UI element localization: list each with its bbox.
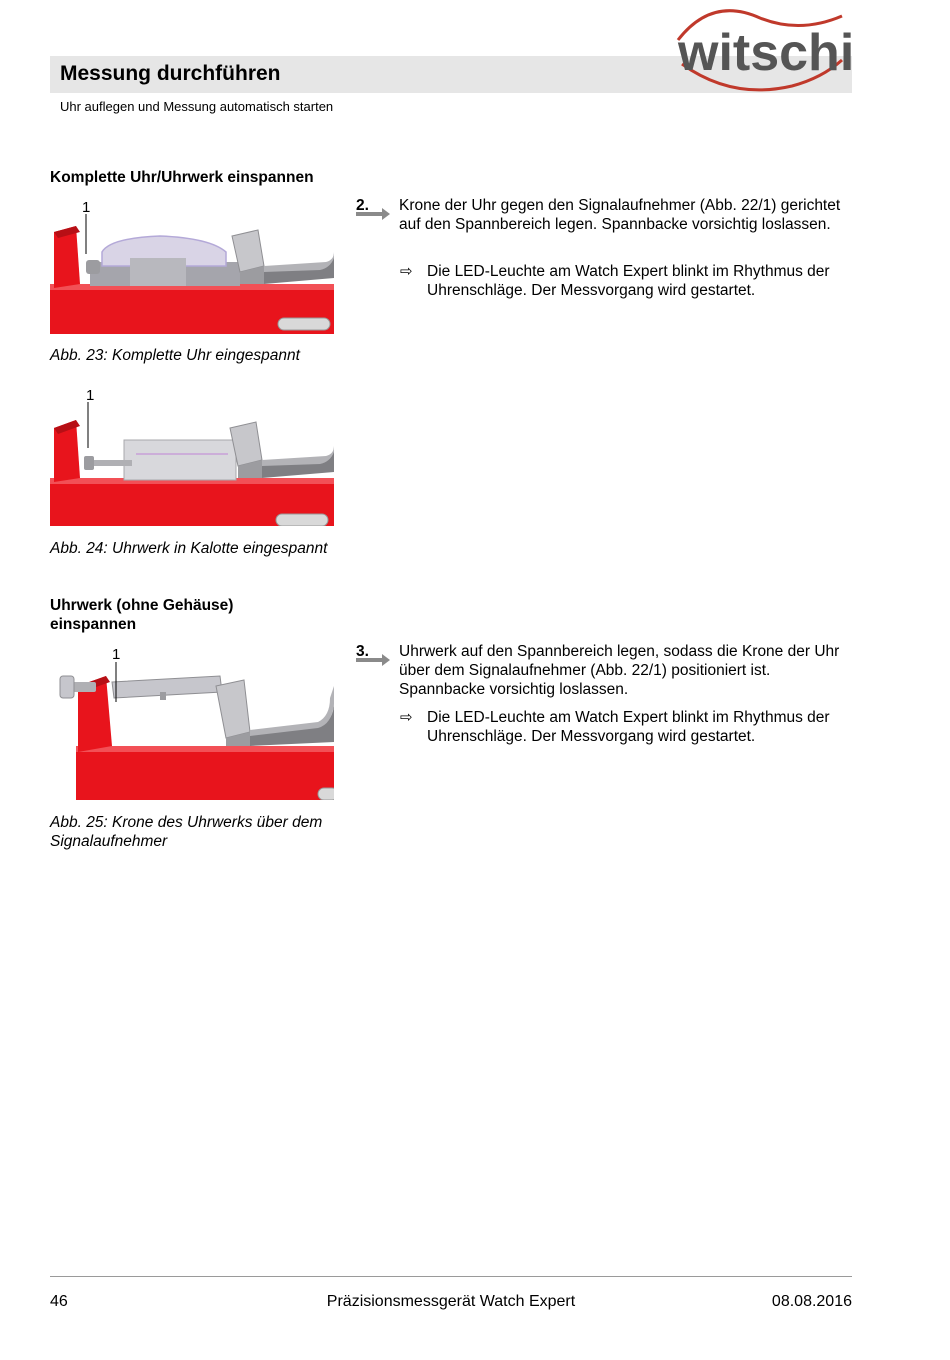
- step-number-2: 2.: [356, 197, 369, 214]
- callout-label-1: 1: [82, 199, 91, 216]
- step-arrow-icon: [356, 653, 392, 667]
- caption-abb-23: Abb. 23: Komplette Uhr eingespannt: [50, 347, 300, 364]
- callout-label-1: 1: [86, 387, 95, 404]
- page-title: Messung durchführen: [60, 62, 281, 85]
- result-arrow-icon: ⇨: [400, 263, 413, 280]
- device-base: [76, 746, 334, 800]
- step-2-instruction: Krone der Uhr gegen den Signalaufnehmer (Abb. 22/1) gerichtet auf den Spannbereich legen. Spannbacke vorsichtig loslassen.: [399, 197, 841, 233]
- figure-complete-watch-clamped: [50, 196, 334, 334]
- logo-wordmark: witschi: [678, 24, 852, 82]
- caption-abb-25: Abb. 25: Krone des Uhrwerks über dem Signalaufnehmer: [50, 814, 323, 850]
- result-arrow-icon: ⇨: [400, 709, 413, 726]
- footer-page-number: 46: [50, 1293, 68, 1310]
- step-3-instruction: Uhrwerk auf den Spannbereich legen, sodass die Krone der Uhr über dem Signalaufnehmer (Abb. 22/1) positioniert ist. Spannbacke vorsichtig loslassen.: [399, 643, 840, 698]
- step-arrow-icon: [356, 207, 392, 221]
- figure-movement-in-cup-clamped: [50, 386, 334, 526]
- section-heading-komplette-uhr: Komplette Uhr/Uhrwerk einspannen: [50, 169, 314, 186]
- section-heading-uhrwerk: Uhrwerk (ohne Gehäuse) einspannen: [50, 597, 234, 633]
- page-subtitle: Uhr auflegen und Messung automatisch starten: [60, 99, 334, 114]
- footer-date: 08.08.2016: [771, 1293, 852, 1310]
- figure-movement-crown-over-sensor: [50, 642, 334, 800]
- step-number-3: 3.: [356, 643, 369, 660]
- step-3-result: Die LED-Leuchte am Watch Expert blinkt im Rhythmus der Uhrenschläge. Der Messvorgang wird gestartet.: [427, 709, 830, 745]
- witschi-logo: [672, 2, 852, 100]
- footer-divider: [50, 1276, 852, 1277]
- caption-abb-24: Abb. 24: Uhrwerk in Kalotte eingespannt: [50, 540, 328, 557]
- callout-label-1: 1: [112, 646, 121, 663]
- footer-document-title: Präzisionsmessgerät Watch Expert: [326, 1293, 576, 1310]
- step-2-result: Die LED-Leuchte am Watch Expert blinkt im Rhythmus der Uhrenschläge. Der Messvorgang wird gestartet.: [427, 263, 830, 299]
